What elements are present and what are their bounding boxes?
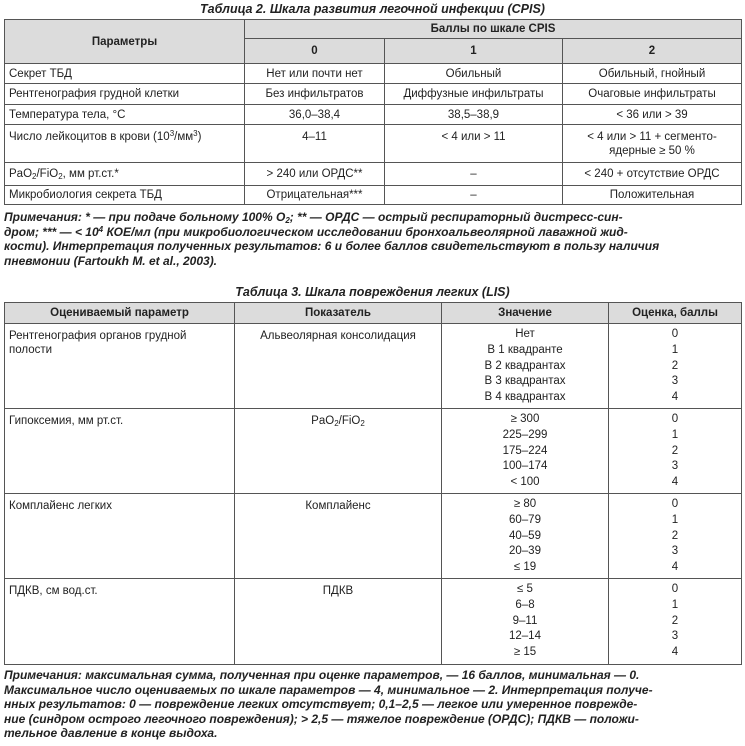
row-values: ≥ 80 60–79 40–59 20–39 ≤ 19 [442,494,609,579]
row-values: ≥ 300 225–299 175–224 100–174 < 100 [442,409,609,494]
row-param: PaO$_2$/FiO$_2$, мм рт.ст.* [5,163,245,186]
table-row [5,579,742,665]
row-param: Рентгенография грудной клетки [5,84,245,105]
row-param: ПДКВ, см вод.ст. [5,579,235,665]
row-scores: 0 1 2 3 4 [609,409,742,494]
cpis-table [4,19,742,205]
table-row: Микробиология секрета ТБД Отрицательная*** – Положительная [5,186,742,205]
row-values: Нет В 1 квадранте В 2 квадрантах В 3 квадрантах В 4 квадрантах [442,324,609,409]
row-scores: 0 1 2 3 4 [609,494,742,579]
header-param: Оцениваемый параметр [5,303,235,324]
header-score: Оценка, баллы [609,303,742,324]
lis-table [4,302,742,665]
table2-notes: Примечания: * — при подаче больному 100% $O_2$; ** — ОРДС — острый респираторный дистресс-син- дром; *** — < $10^4$ КОЕ/мл (при микробиологическом исследовании бронхоальвеолярной лаважной жид- кости). Интерпретация полученных результатов: 6 и более баллов свидетельствуют в пользу наличия пневмонии (Fartoukh M. et al., 2003). [4,210,660,268]
row-indicator: Комплайенс [235,494,442,579]
row-indicator: Альвеолярная консолидация [235,324,442,409]
header-col0: 0 [245,39,385,64]
table-row: Число лейкоцитов в крови $(10^3/мм^3)$ 4–11 < 4 или > 11 < 4 или > 11 + сегменто- ядерные ≥ 50 % [5,125,742,163]
header-col1: 1 [385,39,563,64]
row-indicator: ПДКВ [235,579,442,665]
table-row: Рентгенография грудной клетки Без инфильтратов Диффузные инфильтраты Очаговые инфильтраты [5,84,742,105]
table-row: PaO$_2$/FiO$_2$, мм рт.ст.* > 240 или ОРДС** – < 240 + отсутствие ОРДС [5,163,742,186]
table-row: Секрет ТБД Нет или почти нет Обильный Обильный, гнойный [5,64,742,84]
row-param: Температура тела, °С [5,105,245,125]
header-params: Параметры [5,20,245,64]
row-param: Число лейкоцитов в крови $(10^3/мм^3)$ [5,125,245,163]
row-values: ≤ 5 6–8 9–11 12–14 ≥ 15 [442,579,609,665]
row-param: Микробиология секрета ТБД [5,186,245,205]
table3-notes: Примечания: максимальная сумма, полученная при оценке параметров, — 16 баллов, минимальная — 0. Максимальное число оцениваемых по шкале параметров — 4, минимальное — 2. Интерпретация получе- нных результатов: 0 — повреждение легких отсутствует; 0,1–2,5 — легкое или умеренное поврежде- ние (синдром острого легочного повреждения); > 2,5 — тяжелое повреждение (ОРДС); ПДКВ — положи- тельное давление в конце выдоха. [4,668,653,740]
table-row [5,494,742,579]
header-indicator: Показатель [235,303,442,324]
table3-caption: Таблица 3. Шкала повреждения легких (LIS) [235,285,510,299]
row-param: Секрет ТБД [5,64,245,84]
table-row [5,409,742,494]
row-scores: 0 1 2 3 4 [609,579,742,665]
table-row: Температура тела, °С 36,0–38,4 38,5–38,9 < 36 или > 39 [5,105,742,125]
row-param: Гипоксемия, мм рт.ст. [5,409,235,494]
header-points: Баллы по шкале CPIS [245,20,742,39]
table2-caption: Таблица 2. Шкала развития легочной инфекции (CPIS) [200,2,545,16]
header-col2: 2 [563,39,742,64]
row-param: Комплайенс легких [5,494,235,579]
row-scores: 0 1 2 3 4 [609,324,742,409]
row-indicator: PaO$_2$/FiO$_2$ [235,409,442,494]
table-row [5,324,742,409]
row-param: Рентгенография органов грудной полости [5,324,235,409]
header-value: Значение [442,303,609,324]
